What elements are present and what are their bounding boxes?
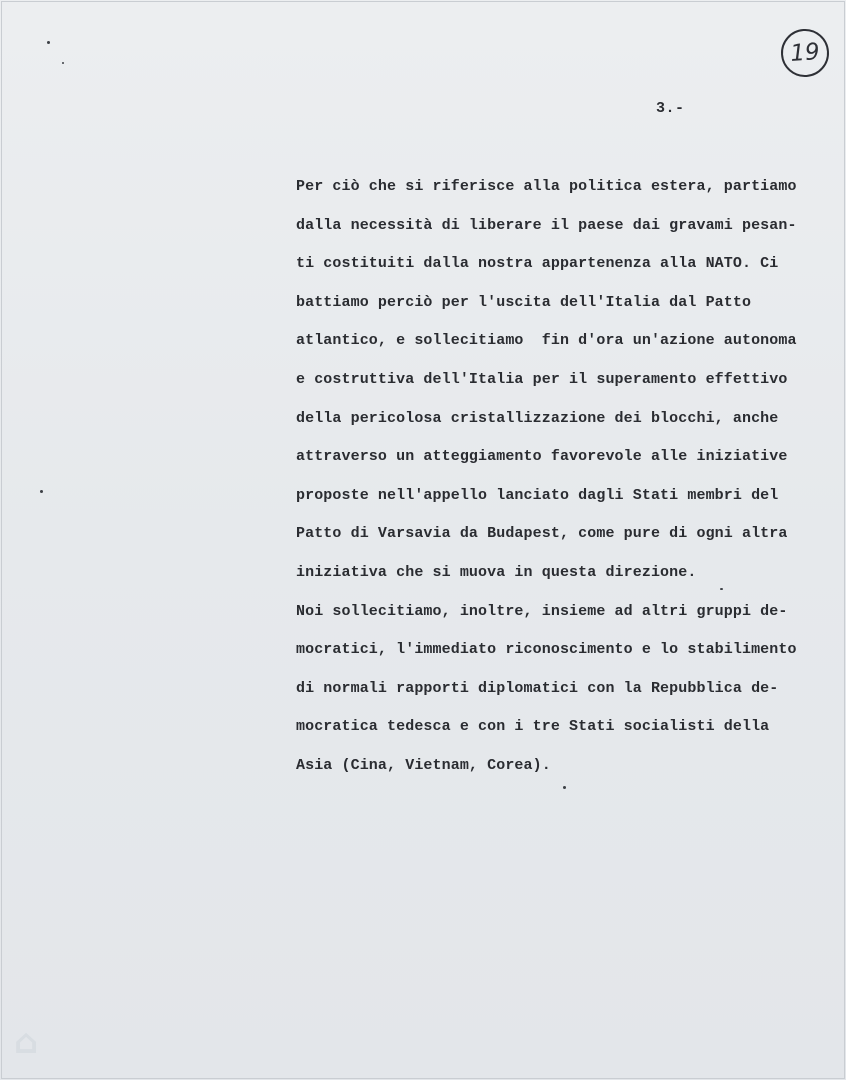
- body-text: [296, 173, 836, 791]
- text-line: dalla necessità di liberare il paese dai gravami pesan-: [296, 216, 797, 234]
- text-line: Patto di Varsavia da Budapest, come pure di ogni altra: [296, 525, 788, 543]
- text-line: atlantico, e sollecitiamo fin d'ora un'azione autonoma: [296, 332, 797, 350]
- scan-speck: [40, 490, 43, 493]
- text-line: e costruttiva dell'Italia per il superamento effettivo: [296, 370, 788, 388]
- scan-speck: [563, 786, 566, 789]
- text-line: attraverso un atteggiamento favorevole alle iniziative: [296, 448, 788, 466]
- text-line: battiamo perciò per l'uscita dell'Italia dal Patto: [296, 293, 752, 311]
- text-line: Per ciò che si riferisce alla politica estera, partiamo: [296, 178, 797, 195]
- archive-number-stamp: [779, 27, 830, 78]
- archive-watermark: ⌂: [14, 1022, 41, 1062]
- scan-speck: [47, 41, 50, 44]
- text-line: mocratica tedesca e con i tre Stati socialisti della: [296, 718, 770, 736]
- text-line: ti costituiti dalla nostra appartenenza alla NATO. Ci: [296, 255, 779, 273]
- text-line: Asia (Cina, Vietnam, Corea).: [296, 756, 551, 774]
- archive-number: 19: [789, 39, 821, 67]
- text-line: Noi sollecitiamo, inoltre, insieme ad altri gruppi de-: [296, 602, 788, 620]
- text-line: mocratici, l'immediato riconoscimento e lo stabilimento: [296, 641, 797, 659]
- text-line: di normali rapporti diplomatici con la Repubblica de-: [296, 679, 779, 697]
- text-line: iniziativa che si muova in questa direzione.: [296, 563, 697, 581]
- text-line: della pericolosa cristallizzazione dei blocchi, anche: [296, 409, 779, 427]
- text-line: proposte nell'appello lanciato dagli Stati membri del: [296, 486, 779, 504]
- scan-speck: [62, 62, 64, 64]
- page-number: 3.-: [656, 100, 685, 117]
- scan-speck: [720, 588, 723, 590]
